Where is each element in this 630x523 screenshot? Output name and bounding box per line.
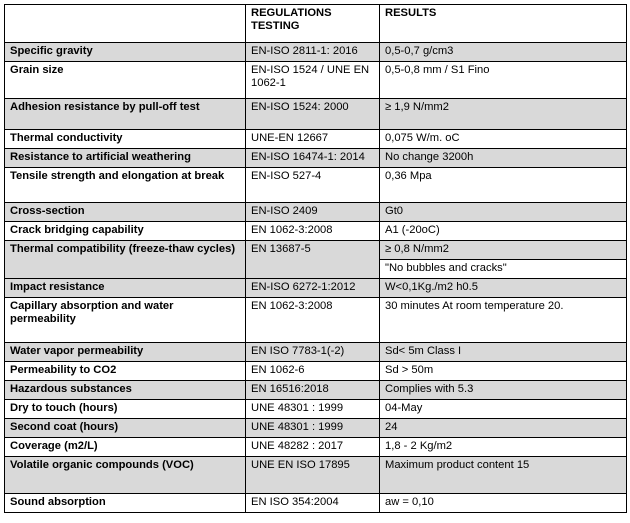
result-cell: 04-May (380, 400, 627, 419)
table-row (5, 168, 627, 203)
standard-cell: EN-ISO 6272-1:2012 (246, 279, 380, 298)
standard-cell: EN-ISO 2811-1: 2016 (246, 43, 380, 62)
result-cell: Maximum product content 15 (380, 457, 627, 494)
standard-cell: UNE 48301 : 1999 (246, 419, 380, 438)
table-row (5, 419, 627, 438)
table-row (5, 241, 627, 260)
property-cell: Coverage (m2/L) (5, 438, 246, 457)
result-cell: 24 (380, 419, 627, 438)
property-cell: Second coat (hours) (5, 419, 246, 438)
result-cell: Gt0 (380, 203, 627, 222)
standard-cell: UNE-EN 12667 (246, 130, 380, 149)
table-row (5, 62, 627, 99)
header-regulations: REGULATIONS TESTING (246, 5, 380, 43)
header-results: RESULTS (380, 5, 627, 43)
table-row (5, 381, 627, 400)
property-cell: Volatile organic compounds (VOC) (5, 457, 246, 494)
result-cell: ≥ 1,9 N/mm2 (380, 99, 627, 130)
standard-cell: EN-ISO 1524: 2000 (246, 99, 380, 130)
property-cell: Thermal compatibility (freeze-thaw cycles) (5, 241, 246, 279)
result-cell: W<0,1Kg./m2 h0.5 (380, 279, 627, 298)
standard-cell: UNE 48301 : 1999 (246, 400, 380, 419)
standard-cell: UNE 48282 : 2017 (246, 438, 380, 457)
standard-cell: EN ISO 7783-1(-2) (246, 343, 380, 362)
standard-cell: EN 16516:2018 (246, 381, 380, 400)
standard-cell: EN ISO 354:2004 (246, 494, 380, 513)
table-row (5, 203, 627, 222)
standard-cell: UNE EN ISO 17895 (246, 457, 380, 494)
property-cell: Resistance to artificial weathering (5, 149, 246, 168)
table-row (5, 362, 627, 381)
property-cell: Specific gravity (5, 43, 246, 62)
standard-cell: EN-ISO 2409 (246, 203, 380, 222)
property-cell: Sound absorption (5, 494, 246, 513)
table-row (5, 130, 627, 149)
result-cell: Complies with 5.3 (380, 381, 627, 400)
result-cell: ≥ 0,8 N/mm2 (380, 241, 627, 260)
standard-cell: EN-ISO 1524 / UNE EN 1062-1 (246, 62, 380, 99)
table-row (5, 343, 627, 362)
property-cell: Thermal conductivity (5, 130, 246, 149)
result-cell: A1 (-20oC) (380, 222, 627, 241)
table-row (5, 400, 627, 419)
result-cell: Sd > 50m (380, 362, 627, 381)
result-cell: No change 3200h (380, 149, 627, 168)
table-row (5, 222, 627, 241)
header-row (5, 5, 627, 43)
table-row (5, 298, 627, 343)
result-cell: aw = 0,10 (380, 494, 627, 513)
table-row (5, 279, 627, 298)
result-cell: 0,36 Mpa (380, 168, 627, 203)
property-cell: Crack bridging capability (5, 222, 246, 241)
property-cell: Cross-section (5, 203, 246, 222)
standard-cell: EN-ISO 527-4 (246, 168, 380, 203)
standard-cell: EN 1062-3:2008 (246, 222, 380, 241)
table-row (5, 457, 627, 494)
property-cell: Water vapor permeability (5, 343, 246, 362)
result-cell: Sd< 5m Class I (380, 343, 627, 362)
property-cell: Tensile strength and elongation at break (5, 168, 246, 203)
result-cell: 30 minutes At room temperature 20. (380, 298, 627, 343)
property-cell: Adhesion resistance by pull-off test (5, 99, 246, 130)
property-cell: Impact resistance (5, 279, 246, 298)
property-cell: Capillary absorption and water permeability (5, 298, 246, 343)
table-row (5, 438, 627, 457)
table-row (5, 99, 627, 130)
property-cell: Grain size (5, 62, 246, 99)
table-row (5, 149, 627, 168)
standard-cell: EN-ISO 16474-1: 2014 (246, 149, 380, 168)
result-cell: 0,5-0,8 mm / S1 Fino (380, 62, 627, 99)
result-cell: 1,8 - 2 Kg/m2 (380, 438, 627, 457)
property-cell: Dry to touch (hours) (5, 400, 246, 419)
property-cell: Hazardous substances (5, 381, 246, 400)
standard-cell: EN 1062-3:2008 (246, 298, 380, 343)
standard-cell: EN 13687-5 (246, 241, 380, 279)
property-cell: Permeability to CO2 (5, 362, 246, 381)
result-cell: "No bubbles and cracks" (380, 260, 627, 279)
result-cell: 0,5-0,7 g/cm3 (380, 43, 627, 62)
specifications-table (4, 4, 627, 513)
table-row (5, 43, 627, 62)
header-property (5, 5, 246, 43)
table-row (5, 494, 627, 513)
result-cell: 0,075 W/m. oC (380, 130, 627, 149)
standard-cell: EN 1062-6 (246, 362, 380, 381)
